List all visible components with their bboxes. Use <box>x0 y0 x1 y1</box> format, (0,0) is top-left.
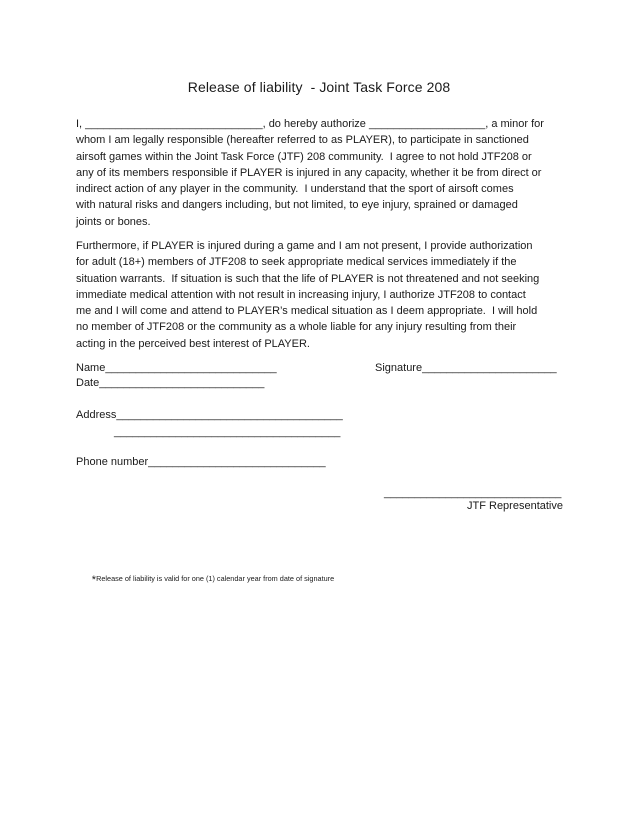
paragraph-line: any of its members responsible if PLAYER is injured in any capacity, whether it be from direct or <box>76 166 542 179</box>
phone-number-field: Phone number_____________________________ <box>76 456 326 468</box>
paragraph-line: no member of JTF208 or the community as a whole liable for any injury resulting from their <box>76 321 517 334</box>
signature-field: Signature______________________ <box>375 362 557 374</box>
document-title: Release of liability - Joint Task Force 208 <box>187 79 451 95</box>
footnote-text: Release of liability is valid for one (1) calendar year from date of signature <box>96 574 335 583</box>
representative-label: JTF Representative <box>467 500 563 512</box>
paragraph-medical <box>76 238 576 352</box>
paragraph-line: acting in the perceived best interest of PLAYER. <box>76 337 310 350</box>
paragraph-line: I, _____________________________, do hereby authorize ___________________, a minor for <box>76 118 544 130</box>
paragraph-authorization <box>76 116 576 230</box>
name-field: Name____________________________ <box>76 362 277 374</box>
paragraph-line: with natural risks and dangers including, but not limited, to eye injury, sprained or damaged <box>76 199 518 212</box>
footnote-asterisk: * <box>91 574 97 586</box>
address-field-line2: _____________________________________ <box>114 426 341 438</box>
paragraph-line: immediate medical attention with not result in increasing injury, I authorize JTF208 to contact <box>76 288 526 301</box>
paragraph-line: joints or bones. <box>76 215 151 228</box>
date-field: Date___________________________ <box>76 377 265 389</box>
representative-signature-line: _____________________________ <box>384 487 562 499</box>
paragraph-line: airsoft games within the Joint Task Force (JTF) 208 community. I agree to not hold JTF208 or <box>76 150 532 163</box>
paragraph-line: situation warrants. If situation is such that the life of PLAYER is not threatened and not seeking <box>76 272 540 285</box>
paragraph-line: me and I will come and attend to PLAYER’s medical situation as I deem appropriate. I will hold <box>76 305 538 318</box>
paragraph-line: indirect action of any player in the community. I understand that the sport of airsoft comes <box>76 183 514 196</box>
paragraph-line: whom I am legally responsible (hereafter referred to as PLAYER), to participate in sanctioned <box>76 134 529 147</box>
footnote <box>74 561 334 598</box>
address-field: Address_____________________________________ <box>76 409 343 421</box>
paragraph-line: Furthermore, if PLAYER is injured during a game and I am not present, I provide authorization <box>76 240 533 252</box>
paragraph-line: for adult (18+) members of JTF208 to seek appropriate medical services immediately if the <box>76 256 517 269</box>
